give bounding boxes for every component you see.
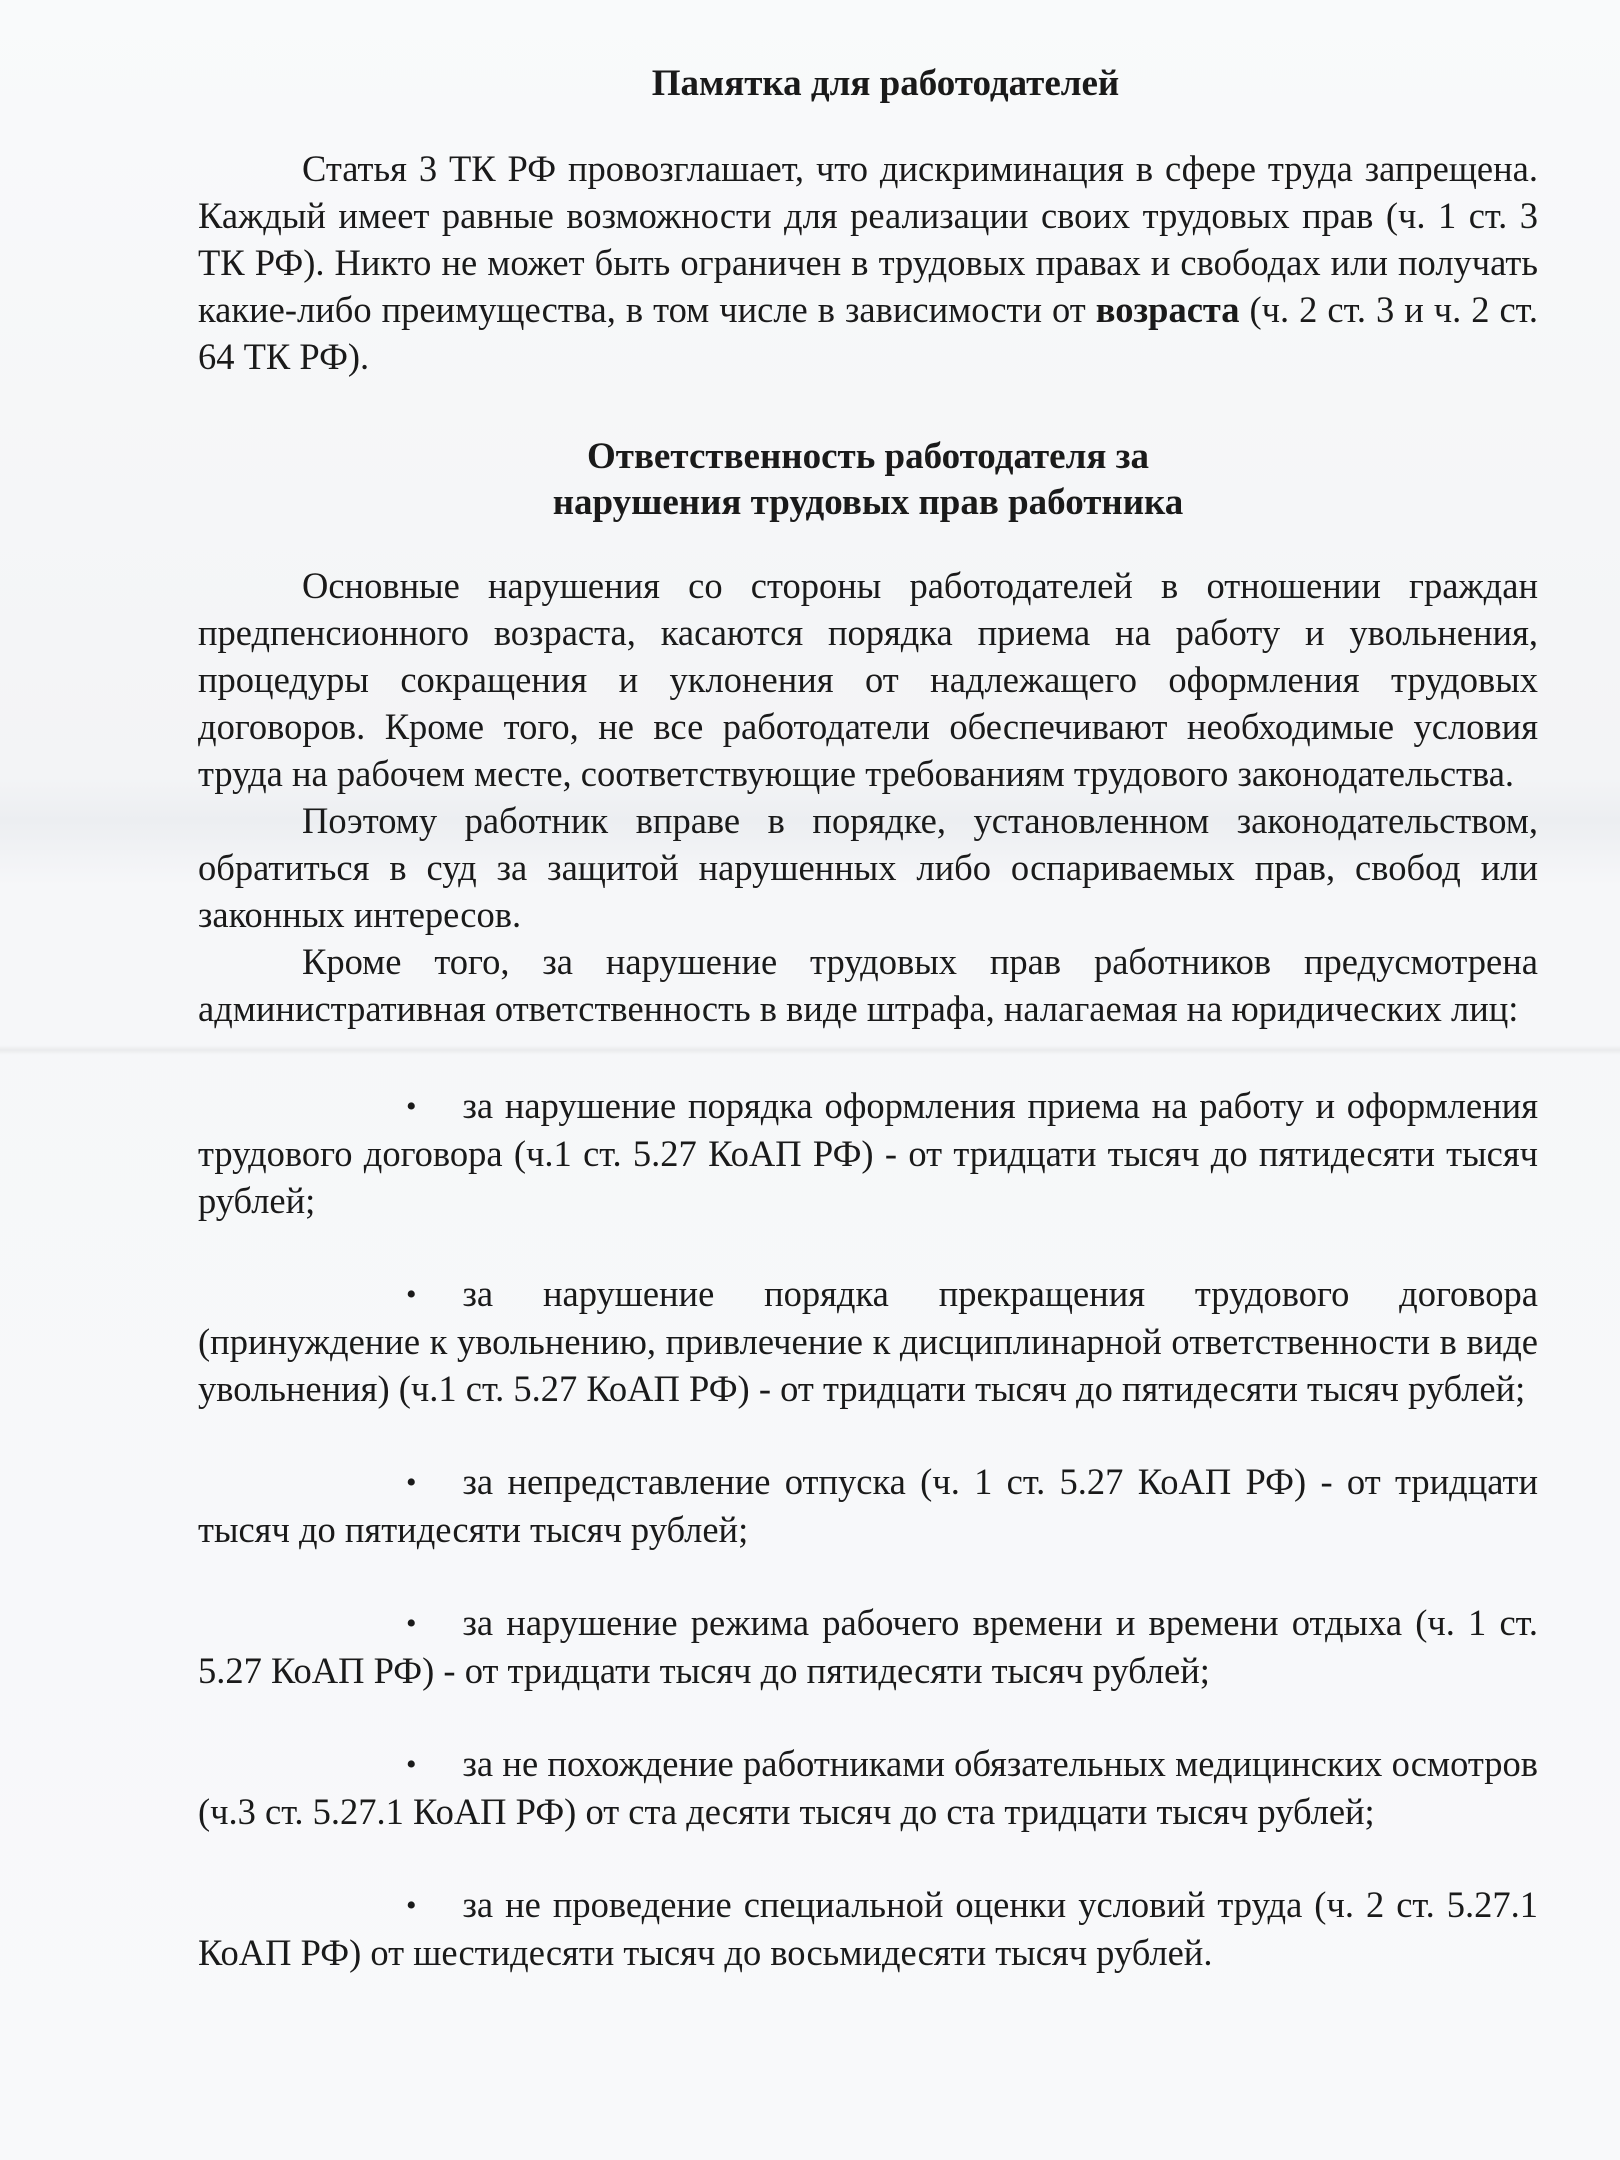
list-item-text: за нарушение режима рабочего времени и времени отдыха (ч. 1 ст. 5.27 КоАП РФ) - от тридцати тысяч до пятидесяти тысяч рублей; <box>198 1602 1538 1691</box>
list-item-text: за непредставление отпуска (ч. 1 ст. 5.27 КоАП РФ) - от тридцати тысяч до пятидесяти тысяч рублей; <box>198 1461 1538 1550</box>
bullet-icon: • <box>406 1278 417 1311</box>
section-heading-line1: Ответственность работодателя за <box>586 436 1149 477</box>
bullet-icon: • <box>406 1748 417 1781</box>
intro-paragraph <box>198 145 1538 380</box>
list-item-text: за нарушение порядка прекращения трудового договора (принуждение к увольнению, привлечение к дисциплинарной ответственности в виде увольнения) (ч.1 ст. 5.27 КоАП РФ) - от тридцати тысяч до пятидесяти тысяч рублей; <box>198 1273 1538 1409</box>
intro-text-part2: (ч. 2 ст. 3 и ч. 2 ст. 64 ТК РФ). <box>198 289 1538 377</box>
document-title: Памятка для работодателей <box>651 63 1120 104</box>
list-item <box>198 1270 1538 1412</box>
bullet-icon: • <box>406 1090 417 1123</box>
list-item <box>198 1599 1538 1694</box>
section-heading <box>198 434 1538 526</box>
list-item <box>198 1740 1538 1835</box>
section-heading-line2: нарушения трудовых прав работника <box>552 482 1184 523</box>
body-paragraph-2: Поэтому работник вправе в порядке, установленном законодательством, обратиться в суд за защитой нарушенных либо оспариваемых прав, свобод или законных интересов. <box>198 800 1538 935</box>
bullet-icon: • <box>406 1889 417 1922</box>
document-body <box>198 60 1538 2022</box>
list-item <box>198 1082 1538 1224</box>
list-item-text: за нарушение порядка оформления приема на работу и оформления трудового договора (ч.1 ст. 5.27 КоАП РФ) - от тридцати тысяч до пятидесяти тысяч рублей; <box>198 1085 1538 1221</box>
intro-text-part1: Статья 3 ТК РФ провозглашает, что дискриминация в сфере труда запрещена. Каждый имеет равные возможности для реализации своих трудовых прав (ч. 1 ст. 3 ТК РФ). Никто не может быть ограничен в трудовых правах и свободах или получать какие-либо преимущества, в том числе в зависимости от <box>198 148 1538 330</box>
list-item <box>198 1881 1538 1976</box>
body-paragraph-3: Кроме того, за нарушение трудовых прав работников предусмотрена административная ответственность в виде штрафа, налагаемая на юридических лиц: <box>198 941 1538 1029</box>
intro-bold-word: возраста <box>1095 289 1240 330</box>
bullet-icon: • <box>406 1607 417 1640</box>
body-paragraph-1: Основные нарушения со стороны работодателей в отношении граждан предпенсионного возраста, касаются порядка приема на работу и увольнения, процедуры сокращения и уклонения от надлежащего оформления трудовых договоров. Кроме того, не все работодатели обеспечивают необходимые условия труда на рабочем месте, соответствующие требованиям трудового законодательства. <box>198 565 1538 794</box>
list-item-text: за не проведение специальной оценки условий труда (ч. 2 ст. 5.27.1 КоАП РФ) от шестидесяти тысяч до восьмидесяти тысяч рублей. <box>198 1884 1538 1973</box>
list-item <box>198 1458 1538 1553</box>
list-item-text: за не похождение работниками обязательных медицинских осмотров (ч.3 ст. 5.27.1 КоАП РФ) от ста десяти тысяч до ста тридцати тысяч рублей; <box>198 1743 1538 1832</box>
bullet-icon: • <box>406 1466 417 1499</box>
penalties-list <box>198 1082 1538 1976</box>
